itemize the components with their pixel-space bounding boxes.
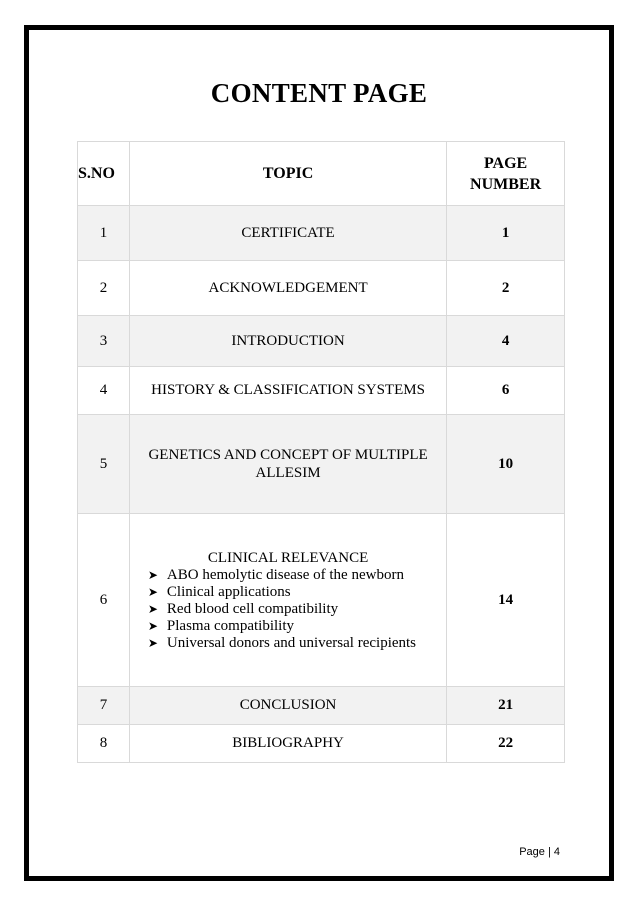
page-title: CONTENT PAGE [210,78,428,108]
header-page-number [447,142,565,206]
table-row [78,687,565,725]
header-topic: TOPIC [129,142,446,206]
table-row [78,367,565,415]
row-sno: 4 [78,367,130,415]
row-page: 1 [447,206,565,261]
page-footer: Page | 4 [519,846,560,858]
row-topic [129,514,446,687]
row-topic [129,415,446,514]
table-row [78,261,565,316]
list-item [148,601,446,618]
arrow-bullet-icon: ➤ [147,567,158,582]
arrow-bullet-icon: ➤ [147,584,158,599]
list-item [148,584,446,601]
row-topic: CERTIFICATE [129,206,446,261]
list-item [148,635,446,652]
row-topic: CONCLUSION [129,687,446,725]
row-topic: HISTORY & CLASSIFICATION SYSTEMS [129,367,446,415]
arrow-bullet-icon: ➤ [147,601,158,616]
table-row [78,514,565,687]
list-item-text: Universal donors and universal recipients [166,634,417,651]
table-row [78,725,565,763]
table-row [78,316,565,367]
row-topic-line2: ALLESIM [255,465,321,481]
header-page-line2: NUMBER [470,175,542,193]
row-topic: INTRODUCTION [129,316,446,367]
bullet-list [130,567,446,652]
row-sno: 3 [78,316,130,367]
table-row [78,206,565,261]
row-sno: 5 [78,415,130,514]
table-row [78,415,565,514]
row-sno: 6 [78,514,130,687]
list-item-text: Red blood cell compatibility [166,600,339,617]
row-page: 14 [447,514,565,687]
row-page: 22 [447,725,565,763]
row-page: 2 [447,261,565,316]
list-item-text: Plasma compatibility [166,617,294,634]
list-item-text: ABO hemolytic disease of the newborn [166,566,404,583]
table-header-row [78,142,565,206]
row-topic-line1: GENETICS AND CONCEPT OF MULTIPLE [148,447,428,463]
row-page: 21 [447,687,565,725]
header-sno: S.NO [78,142,130,206]
contents-table [77,141,565,763]
list-item-text: Clinical applications [166,583,291,600]
row-topic: BIBLIOGRAPHY [129,725,446,763]
row-page: 10 [447,415,565,514]
arrow-bullet-icon: ➤ [147,618,158,633]
row-sno: 2 [78,261,130,316]
list-item [148,618,446,635]
row-topic: ACKNOWLEDGEMENT [129,261,446,316]
row-page: 6 [447,367,565,415]
header-page-line1: PAGE [483,154,528,172]
row-sno: 1 [78,206,130,261]
row-sno: 7 [78,687,130,725]
row-topic-heading: CLINICAL RELEVANCE [207,549,369,566]
list-item [148,567,446,584]
arrow-bullet-icon: ➤ [147,635,158,650]
row-sno: 8 [78,725,130,763]
row-page: 4 [447,316,565,367]
